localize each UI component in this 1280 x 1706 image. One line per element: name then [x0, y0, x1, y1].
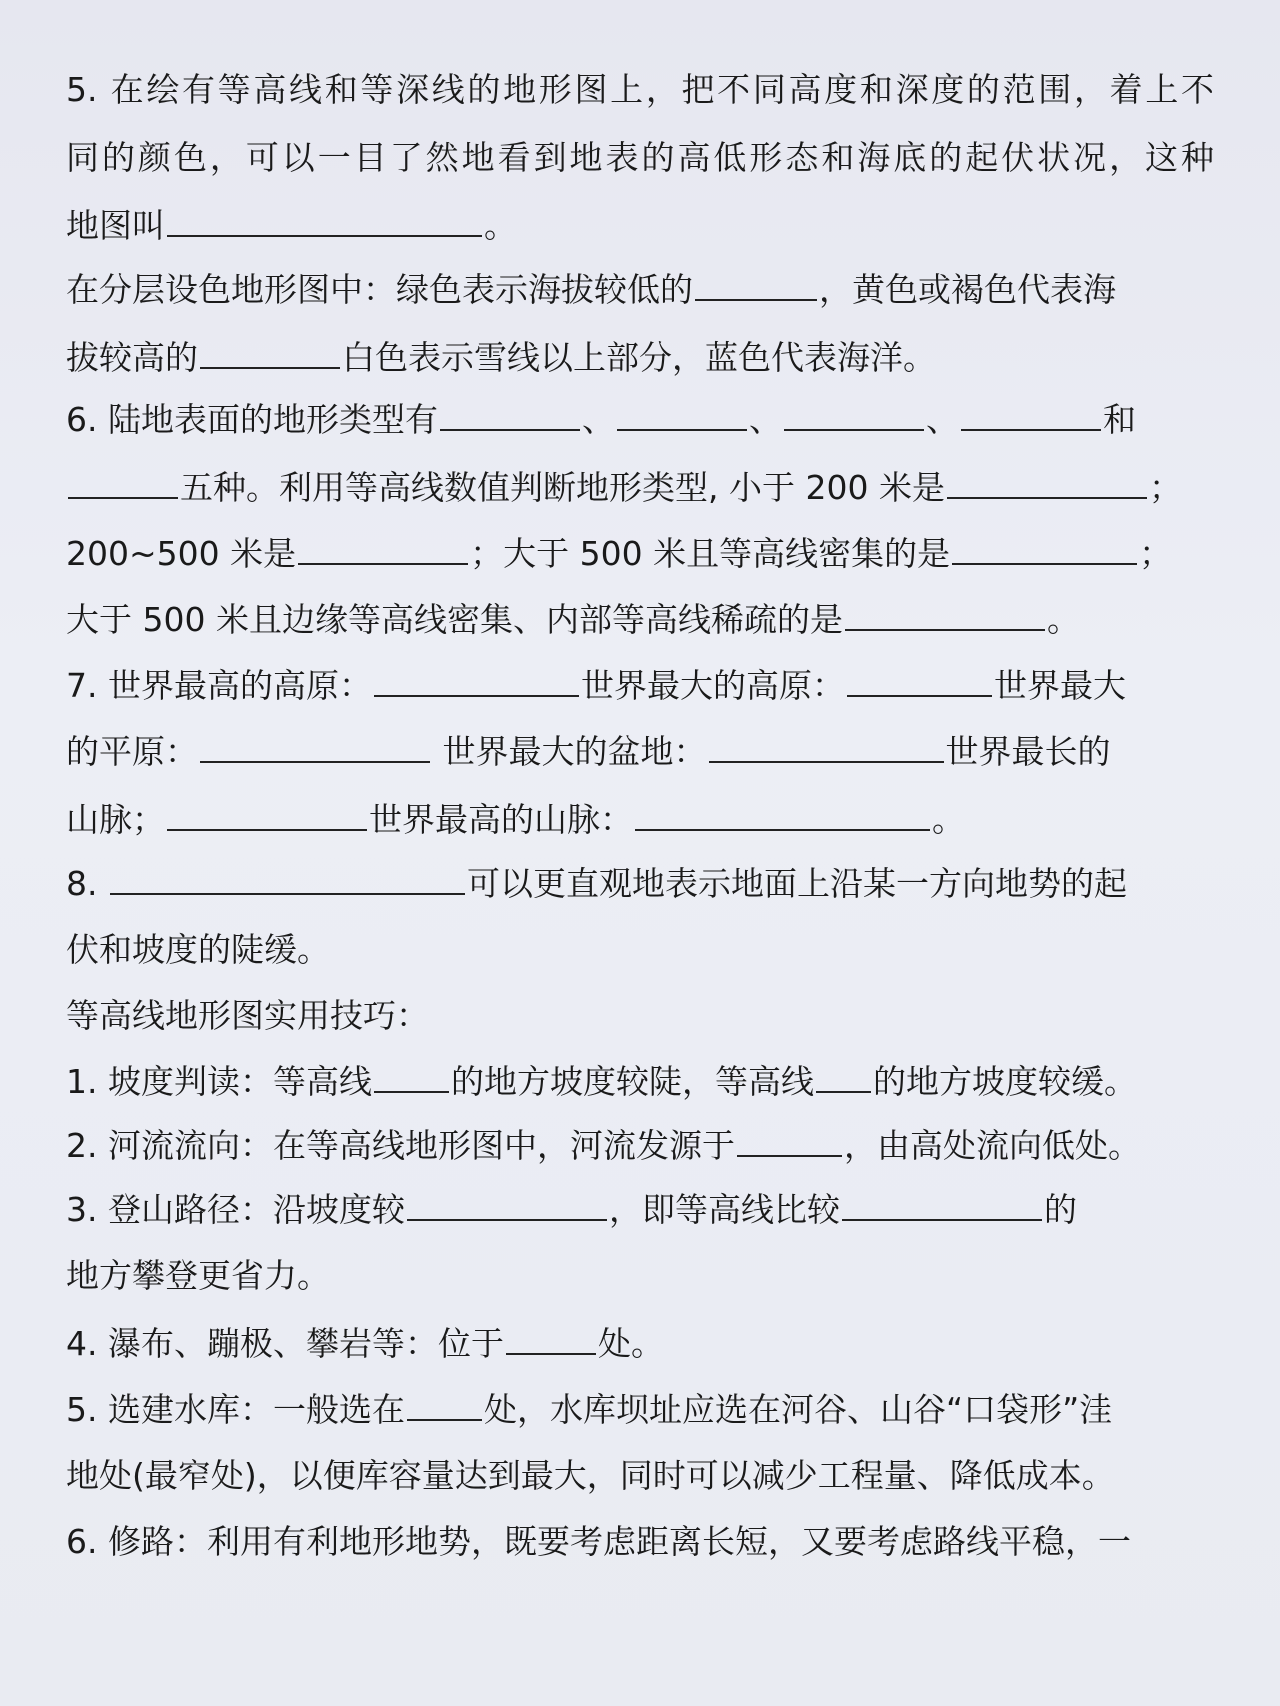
fill-blank[interactable]: [440, 399, 580, 431]
fill-blank[interactable]: [167, 799, 367, 831]
fill-blank[interactable]: [298, 533, 468, 565]
text-line: 伏和坡度的陡缓。: [66, 930, 330, 969]
fill-blank[interactable]: [635, 799, 930, 831]
fill-blank[interactable]: [407, 1189, 607, 1221]
fill-blank[interactable]: [167, 205, 482, 237]
text-line: 6. 陆地表面的地形类型有 、 、 、 和: [66, 400, 1136, 439]
fill-blank[interactable]: [506, 1323, 596, 1355]
text-line: 2. 河流流向：在等高线地形图中，河流发源于 ，由高处流向低处。: [66, 1126, 1141, 1165]
fill-blank[interactable]: [842, 1189, 1042, 1221]
fill-blank[interactable]: [200, 731, 430, 763]
text-line: 3. 登山路径：沿坡度较 ，即等高线比较 的: [66, 1190, 1077, 1229]
text-line: 五种。利用等高线数值判断地形类型, 小于 200 米是 ；: [66, 466, 1214, 510]
fill-blank[interactable]: [110, 863, 465, 895]
text-line: 的平原： 世界最大的盆地： 世界最长的: [66, 732, 1111, 771]
fill-blank[interactable]: [709, 731, 944, 763]
text-line: 大于 500 米且边缘等高线密集、内部等高线稀疏的是 。: [66, 600, 1080, 639]
fill-blank[interactable]: [374, 1061, 449, 1093]
fill-blank[interactable]: [374, 665, 579, 697]
fill-blank[interactable]: [961, 399, 1101, 431]
fill-blank[interactable]: [200, 337, 340, 369]
text-line: 拔较高的 白色表示雪线以上部分，蓝色代表海洋。: [66, 338, 936, 377]
text-line: 5. 选建水库：一般选在 处，水库坝址应选在河谷、山谷“口袋形”洼: [66, 1390, 1113, 1429]
fill-blank[interactable]: [845, 599, 1045, 631]
text-line: 4. 瀑布、蹦极、攀岩等：位于 处。: [66, 1324, 664, 1363]
text-line: 6. 修路：利用有利地形地势，既要考虑距离长短，又要考虑路线平稳，一: [66, 1522, 1131, 1561]
text-line: 7. 世界最高的高原： 世界最大的高原： 世界最大: [66, 666, 1126, 705]
fill-blank[interactable]: [784, 399, 924, 431]
text-line: 200~500 米是 ；大于 500 米且等高线密集的是 ；: [66, 534, 1173, 573]
text-line: 地处(最窄处)，以便库容量达到最大，同时可以减少工程量、降低成本。: [66, 1456, 1115, 1495]
text-line: 山脉； 世界最高的山脉： 。: [66, 800, 965, 839]
fill-blank[interactable]: [407, 1389, 482, 1421]
fill-blank[interactable]: [695, 269, 817, 301]
fill-blank[interactable]: [847, 665, 992, 697]
text-line: 8. 可以更直观地表示地面上沿某一方向地势的起: [66, 864, 1127, 903]
text-line: 地图叫 。: [66, 206, 517, 245]
fill-blank[interactable]: [816, 1061, 871, 1093]
text-line: 在分层设色地形图中：绿色表示海拔较低的 ，黄色或褐色代表海: [66, 270, 1116, 309]
text-line: 地方攀登更省力。: [66, 1256, 330, 1295]
fill-blank[interactable]: [617, 399, 747, 431]
text-line: 5. 在绘有等高线和等深线的地形图上，把不同高度和深度的范围，着上不: [66, 70, 1214, 109]
fill-blank[interactable]: [952, 533, 1137, 565]
fill-blank[interactable]: [68, 467, 178, 499]
text-line: 同的颜色，可以一目了然地看到地表的高低形态和海底的起伏状况，这种: [66, 138, 1214, 177]
text-line: 1. 坡度判读：等高线 的地方坡度较陡，等高线 的地方坡度较缓。: [66, 1062, 1137, 1101]
fill-blank[interactable]: [947, 467, 1147, 499]
section-heading: 等高线地形图实用技巧：: [66, 996, 429, 1035]
fill-blank[interactable]: [737, 1125, 842, 1157]
